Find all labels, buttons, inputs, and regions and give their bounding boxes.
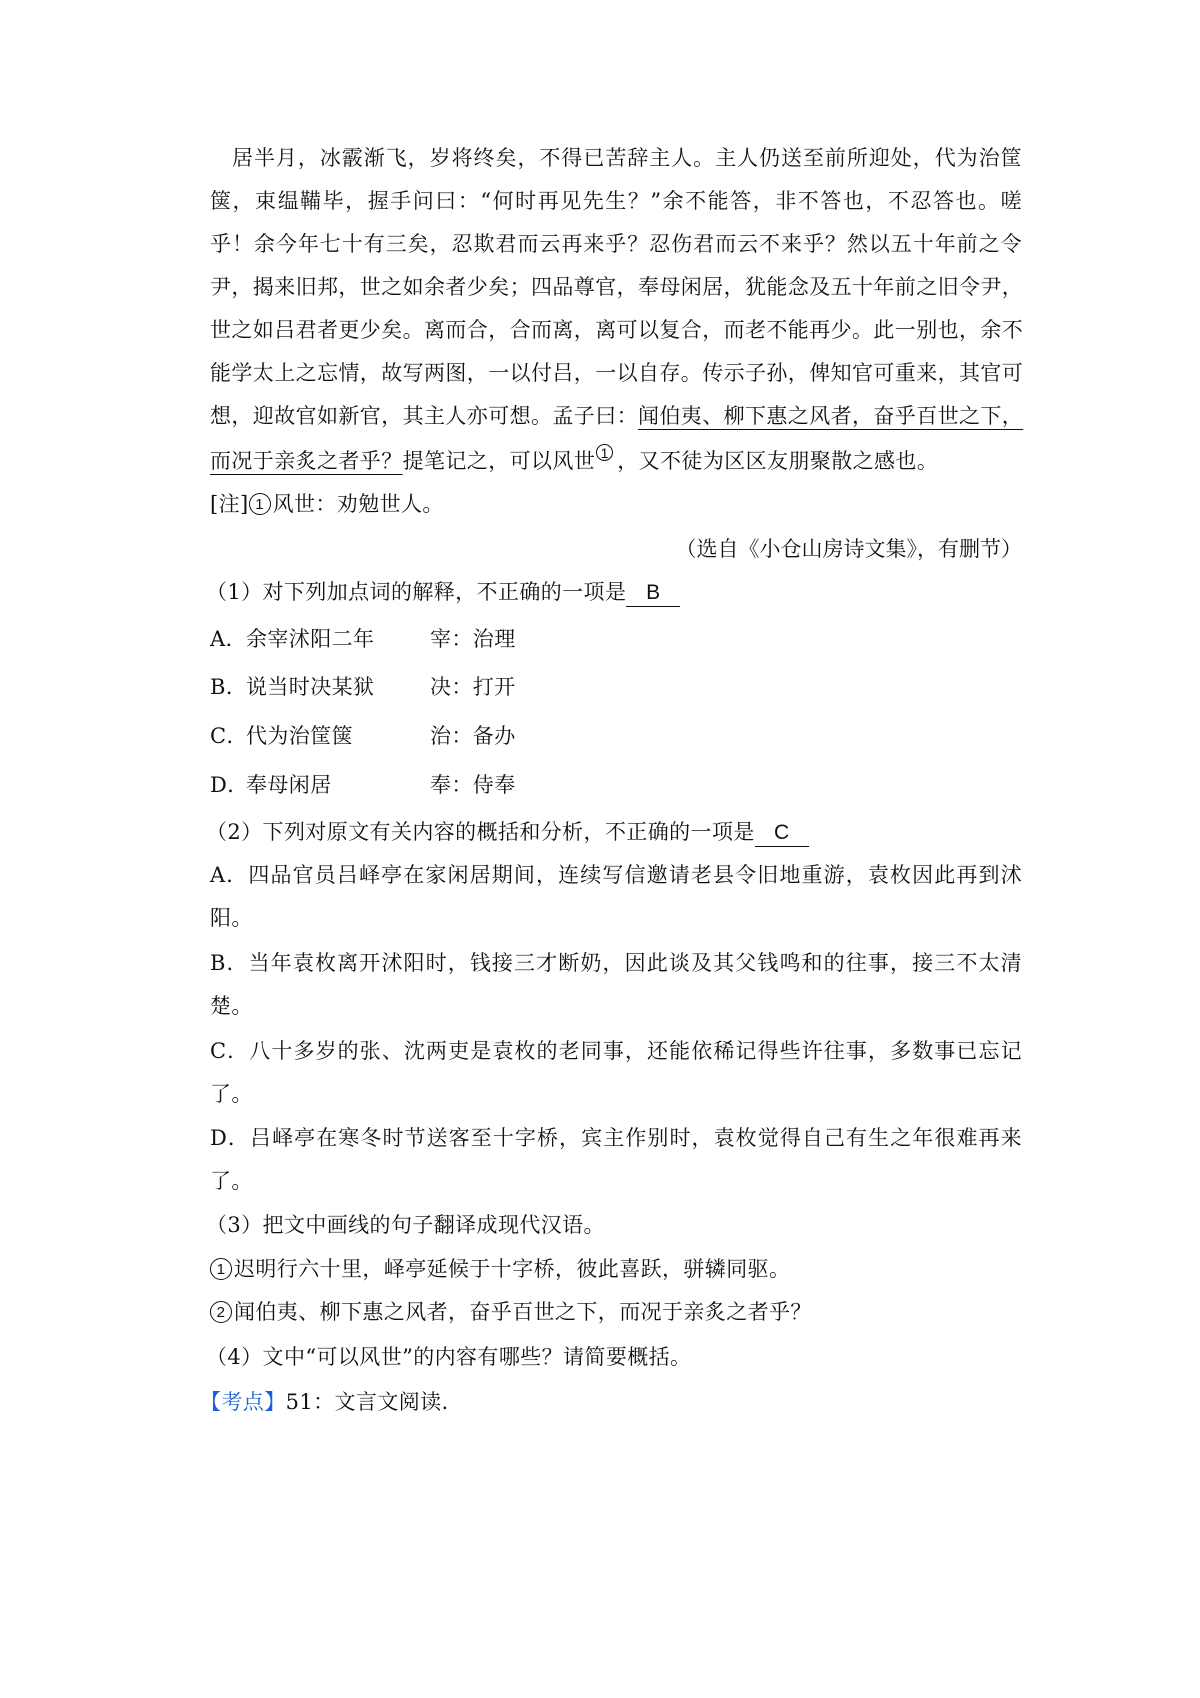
q2-stem: （2）下列对原文有关内容的概括和分析，不正确的一项是 C	[206, 817, 1018, 847]
passage-line-7: 想，迎故官如新官，其主人亦可想。孟子曰：闻伯夷、柳下惠之风者，奋乎百世之下，	[210, 404, 1024, 428]
passage-line-6: 能学太上之忘情，故写两图，一以付吕，一以自存。传示子孙，俾知官可重来，其官可	[210, 361, 1024, 385]
underlined-sentence-part2: 而况于亲炙之者乎？	[210, 449, 403, 473]
q3-item-2: 2 闻伯夷、柳下惠之风者，奋乎百世之下，而况于亲炙之者乎？	[210, 1297, 1022, 1327]
passage-line-2: 箧，束缊鞴毕，握手问曰：“何时再见先生？”余不能答，非不答也，不忍答也。嗟	[210, 189, 1022, 213]
q4-stem: （4）文中“可以风世”的内容有哪些？请简要概括。	[206, 1345, 692, 1369]
q1-option-a: A．余宰沭阳二年 宰：治理	[210, 627, 516, 651]
q3-item-1: 1 迟明行六十里，峄亭延候于十字桥，彼此喜跃，骈辚同驱。	[210, 1254, 1022, 1284]
passage-line-1: 居半月，冰霰渐飞，岁将终矣，不得已苦辞主人。主人仍送至前所迎处，代为治筐	[232, 146, 1022, 170]
passage-line-3: 乎！余今年七十有三矣，忍欺君而云再来乎？忍伤君而云不来乎？然以五十年前之令	[210, 232, 1022, 256]
q2-option-d-line1: D．吕峄亭在寒冬时节送客至十字桥，宾主作别时，袁枚觉得自己有生之年很难再来	[210, 1126, 1022, 1150]
q2-option-c-line1: C．八十多岁的张、沈两吏是袁枚的老同事，还能依稀记得些许往事，多数事已忘记	[210, 1039, 1022, 1063]
kaodian-label: 【考点】	[200, 1390, 286, 1414]
q1-option-c: C．代为治筐箧 治：备办	[210, 724, 516, 748]
footnote-marker: 1	[596, 444, 613, 461]
q3-item-1-number: 1	[210, 1258, 232, 1280]
q2-option-b-line1: B．当年袁枚离开沭阳时，钱接三才断奶，因此谈及其父钱鸣和的往事，接三不太清	[210, 951, 1022, 975]
q2-option-b-line2: 楚。	[210, 994, 253, 1018]
q1-answer: B	[626, 580, 680, 607]
q2-answer: C	[755, 820, 809, 847]
q3-stem: （3）把文中画线的句子翻译成现代汉语。	[206, 1213, 605, 1237]
source-citation: （选自《小仓山房诗文集》，有删节）	[675, 537, 1022, 561]
passage-line-4: 尹，揭来旧邦，世之如余者少矣；四品尊官，奉母闲居，犹能念及五十年前之旧令尹，	[210, 275, 1024, 299]
q3-item-2-number: 2	[210, 1301, 232, 1323]
q2-option-a-line1: A．四品官员吕峄亭在家闲居期间，连续写信邀请老县令旧地重游，袁枚因此再到沭	[210, 863, 1022, 887]
passage-line-5: 世之如吕君者更少矣。离而合，合而离，离可以复合，而老不能再少。此一别也，余不	[210, 318, 1024, 342]
underlined-sentence-part1: 闻伯夷、柳下惠之风者，奋乎百世之下，	[638, 404, 1024, 428]
footnote-number: 1	[249, 493, 271, 515]
kaodian	[200, 1387, 1012, 1417]
q2-option-c-line2: 了。	[210, 1082, 253, 1106]
footnote: [注] 1 风世：劝勉世人。	[210, 492, 444, 516]
q1-stem: （1）对下列加点词的解释，不正确的一项是 B	[206, 577, 1018, 607]
passage-line-8: 而况于亲炙之者乎？提笔记之，可以风世 1 ，又不徒为区区友朋聚散之感也。	[210, 445, 939, 473]
q2-option-a-line2: 阳。	[210, 906, 253, 930]
q2-option-d-line2: 了。	[210, 1169, 253, 1193]
q1-option-b: B．说当时决某狱 决：打开	[210, 675, 516, 699]
q1-option-d: D．奉母闲居 奉：侍奉	[210, 773, 516, 797]
kaodian-text: 51：文言文阅读.	[285, 1390, 449, 1414]
